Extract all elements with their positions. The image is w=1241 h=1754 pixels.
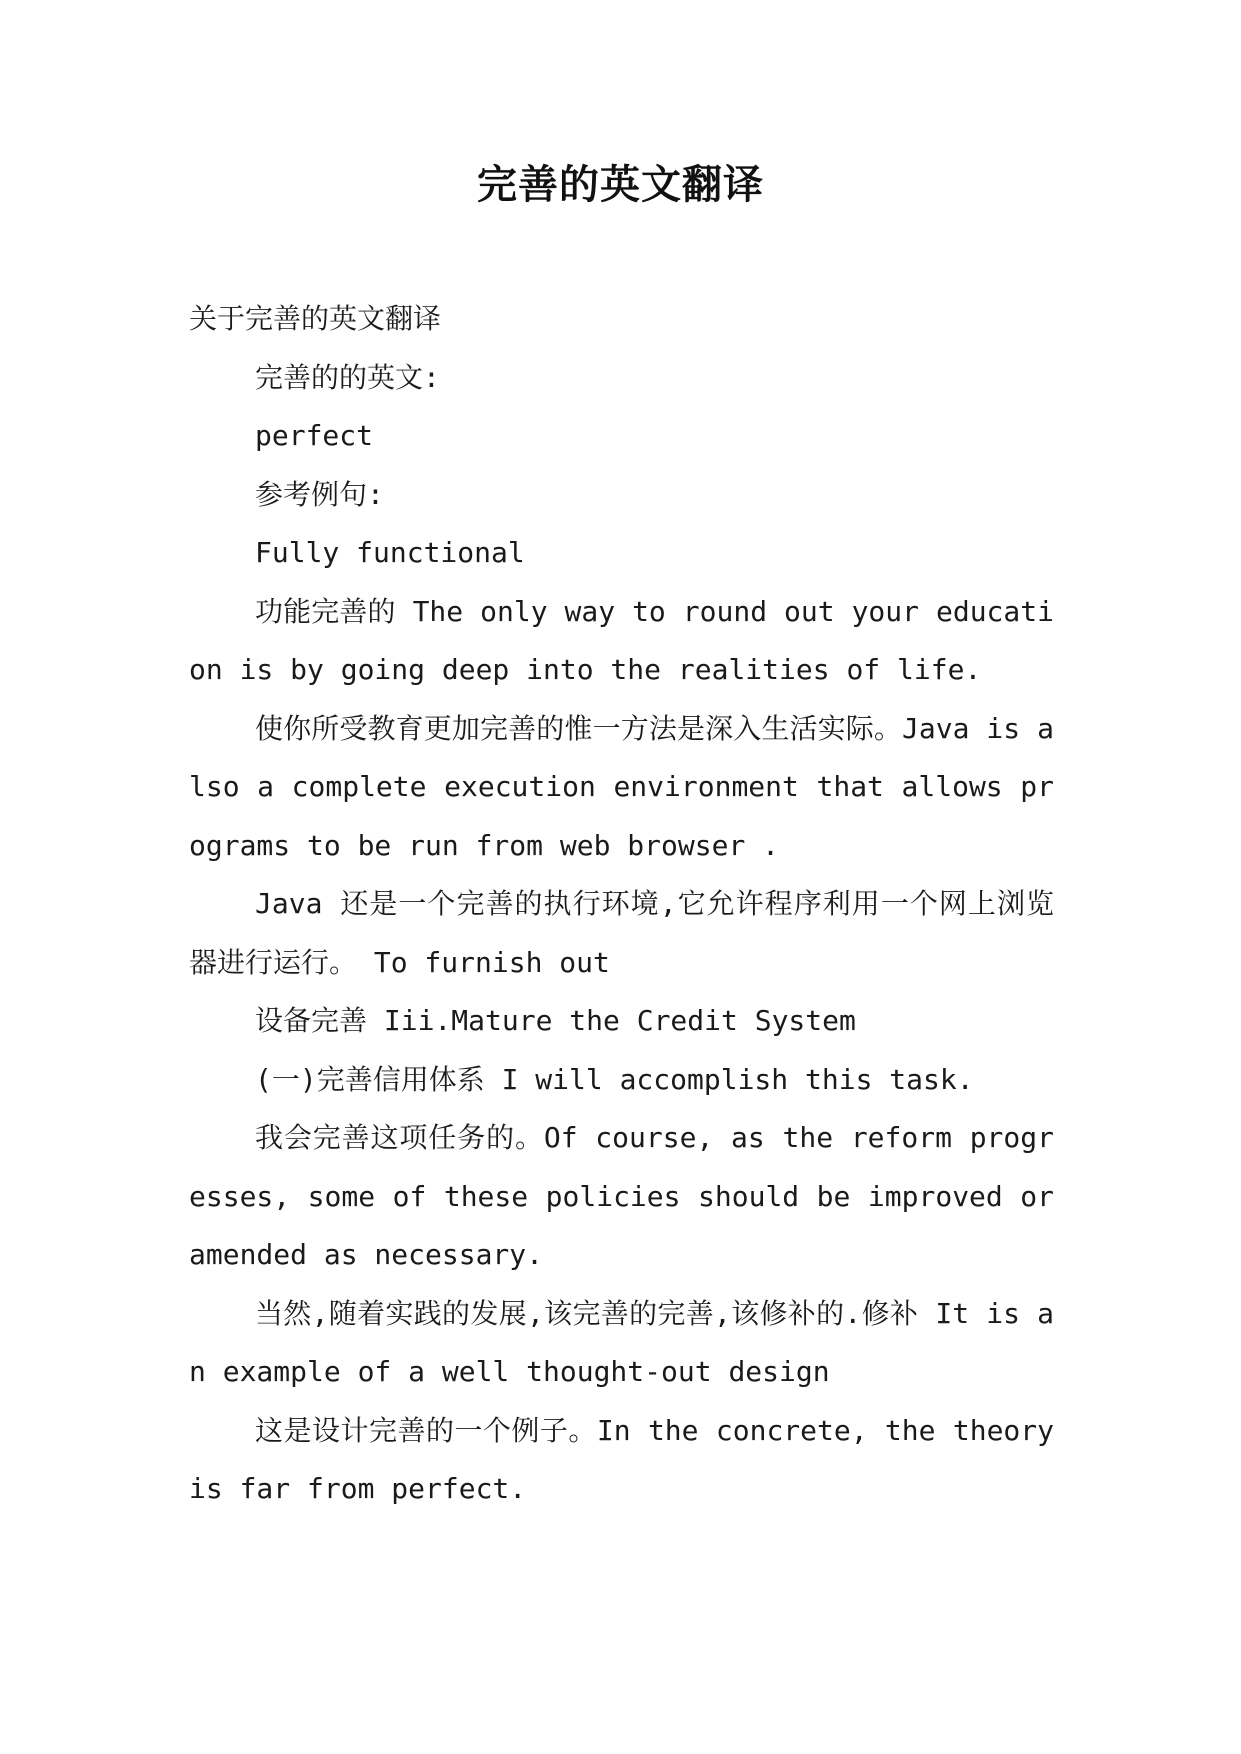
paragraph-examples-label: 参考例句:	[255, 477, 384, 511]
paragraph-english-of-perfect: 完善的的英文:	[255, 360, 440, 394]
paragraph-word-perfect: perfect	[255, 419, 374, 452]
document-body	[189, 290, 1054, 1519]
paragraph-round-out-education: 功能完善的 The only way to round out your education is by going deep into the realities of life.	[189, 594, 1054, 686]
paragraph-credit-system: 设备完善 Iii.Mature the Credit System	[255, 1004, 856, 1037]
paragraph-reform-progresses: 我会完善这项任务的。Of course, as the reform progresses, some of these policies should be improved or amended as necessary.	[189, 1121, 1054, 1271]
document-title: 完善的英文翻译	[477, 162, 764, 208]
paragraph-java-environment: 使你所受教育更加完善的惟一方法是深入生活实际。Java is also a complete execution environment that allows programs to be run from web browser .	[189, 711, 1054, 862]
paragraph-accomplish-task: (一)完善信用体系 I will accomplish this task.	[255, 1062, 974, 1096]
paragraph-java-chinese: Java 还是一个完善的执行环境,它允许程序利用一个网上浏览器进行运行。 To furnish out	[189, 887, 1054, 979]
paragraph-theory-far-from-perfect: 这是设计完善的一个例子。In the concrete, the theory is far from perfect.	[189, 1413, 1054, 1505]
paragraph-intro: 关于完善的英文翻译	[189, 302, 442, 335]
paragraph-fully-functional: Fully functional	[255, 536, 525, 569]
paragraph-well-thought-out: 当然,随着实践的发展,该完善的完善,该修补的.修补 It is an example of a well thought-out design	[189, 1296, 1054, 1388]
